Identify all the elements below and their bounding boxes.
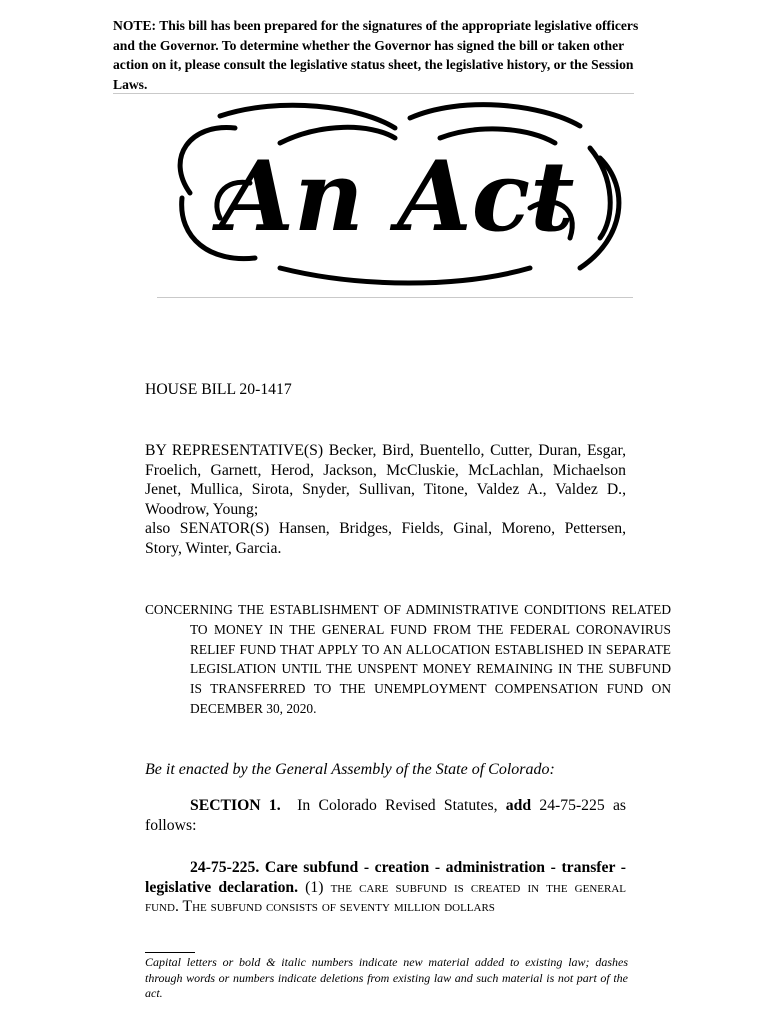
legislative-note: NOTE: This bill has been prepared for the signatures of the appropriate legislative officers and the Governor. To determine whether the Governor has signed the bill or taken other action on it, please consult the legislative status sheet, the legislative history, or the Session Laws. [113, 18, 639, 92]
an-act-seal [160, 98, 634, 292]
section-action: add [505, 797, 532, 814]
bill-title: CONCERNING THE ESTABLISHMENT OF ADMINISTRATIVE CONDITIONS RELATED TO MONEY IN THE GENERAL FUND FROM THE FEDERAL CORONAVIRUS RELIEF FUND THAT APPLY TO AN ALLOCATION ESTABLISHED IN SEPARATE LEGISLATION UNTIL THE UNSPENT MONEY REMAINING IN THE SUBFUND IS TRANSFERRED TO THE UNEMPLOYMENT COMPENSATION FUND ON DECEMBER 30, 2020. [145, 602, 671, 716]
statute-24-75-225 [145, 858, 626, 917]
top-divider [113, 93, 634, 94]
statute-subsection: (1) [305, 878, 324, 896]
section-1 [145, 796, 626, 835]
seal-text: An Act [219, 140, 575, 253]
representatives-list: BY REPRESENTATIVE(S) Becker, Bird, Buentello, Cutter, Duran, Esgar, Froelich, Garnett, Herod, Jackson, McCluskie, McLachlan, Michaelson Jenet, Mullica, Sirota, Snyder, Sullivan, Titone, Valdez A., Valdez D., Woodrow, Young; [145, 442, 626, 518]
sponsors [145, 441, 626, 558]
senators-list: also SENATOR(S) Hansen, Bridges, Fields, Ginal, Moreno, Pettersen, Story, Winter, Garcia. [145, 520, 626, 557]
bill-number: HOUSE BILL 20-1417 [145, 381, 292, 398]
section-text: In Colorado Revised Statutes, [297, 797, 498, 814]
section-rest: 24-75-225 as follows: [145, 797, 627, 834]
statute-heading: 24-75-225. Care subfund - creation - administration - transfer - legislative declaration. [145, 859, 626, 896]
footnote: Capital letters or bold & italic numbers indicate new material added to existing law; dashes through words or numbers indicate deletions from existing law and such material is not part of the act. [145, 955, 628, 1000]
an-act-seal-graphic [160, 98, 634, 292]
seal-divider [157, 297, 633, 298]
section-label: SECTION 1. [190, 797, 281, 814]
statute-text: the care subfund is created in the general fund. The subfund consists of seventy million dollars [145, 878, 626, 915]
footnote-rule [145, 952, 195, 953]
enacting-clause: Be it enacted by the General Assembly of the State of Colorado: [145, 761, 555, 778]
